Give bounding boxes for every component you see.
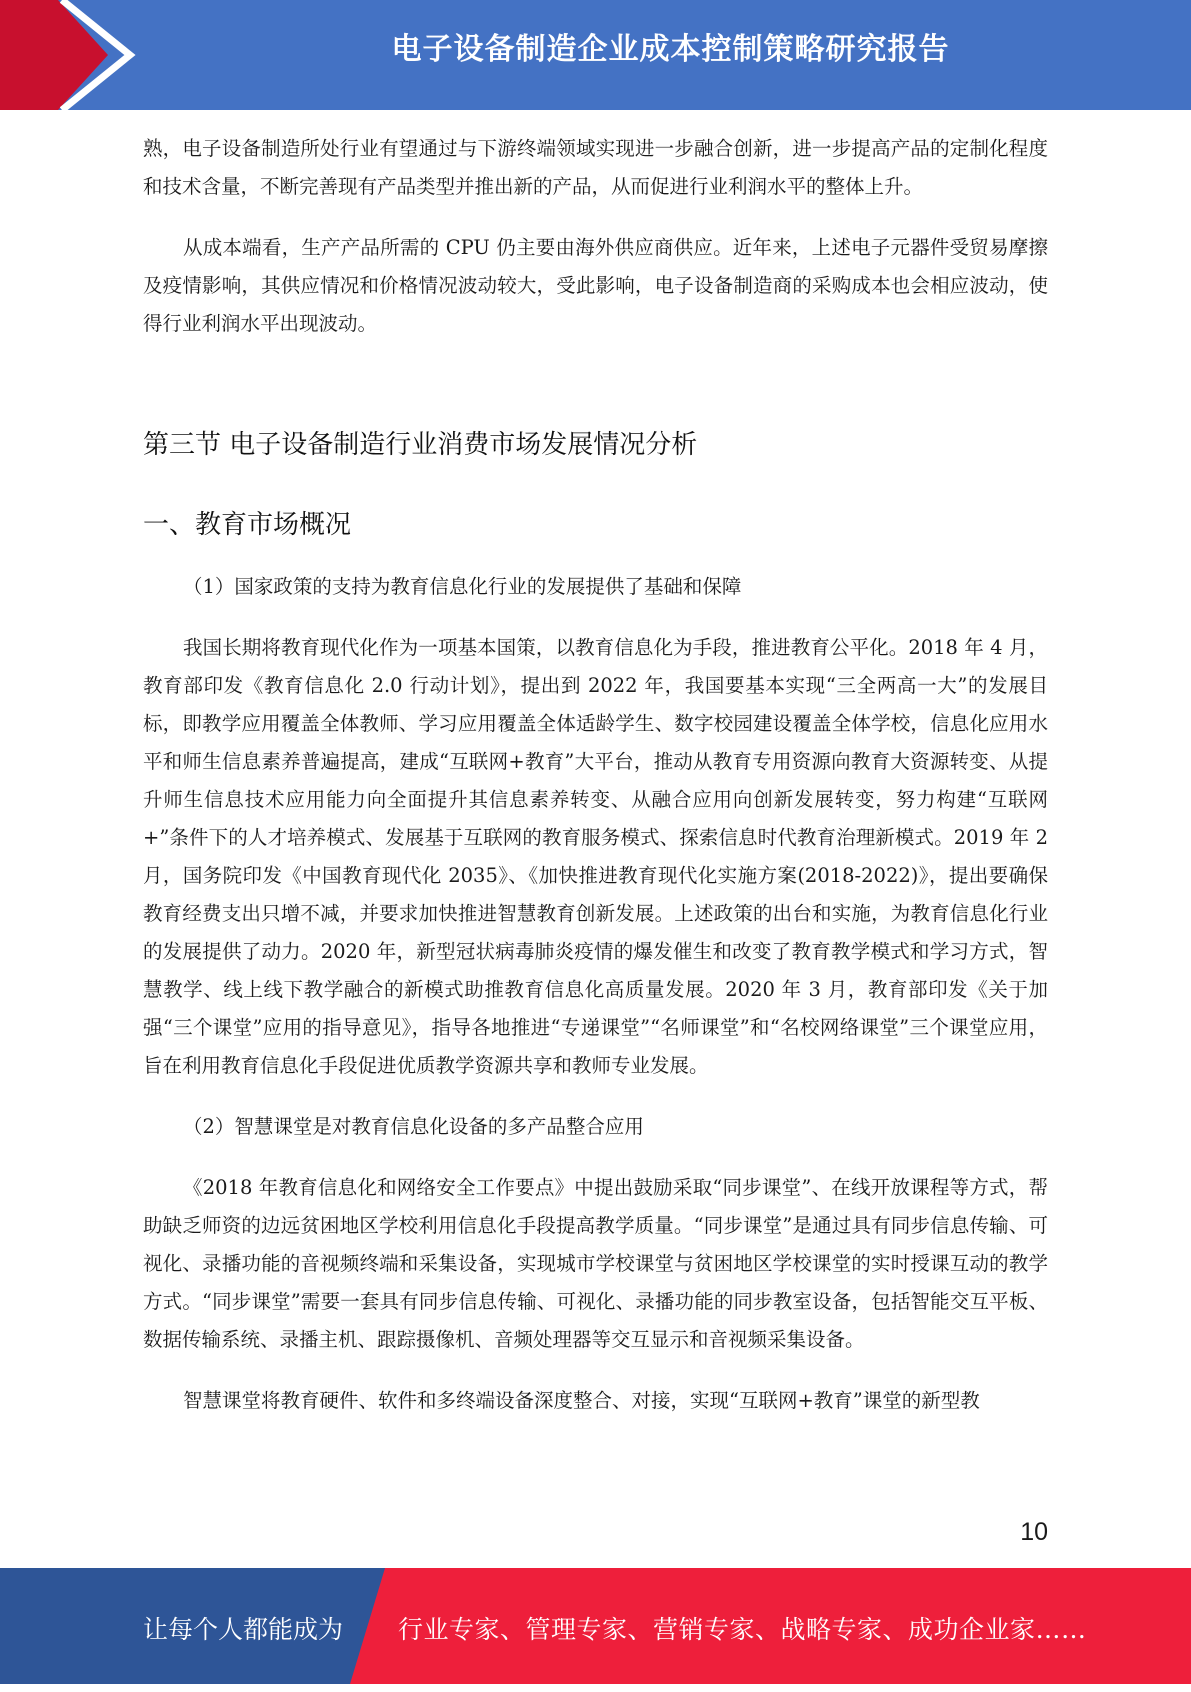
footer-slogan-left: 让每个人都能成为 (143, 1615, 344, 1644)
page-header (0, 0, 1191, 110)
page-number: 10 (1020, 1518, 1048, 1546)
paragraph-sync-classroom: 《2018 年教育信息化和网络安全工作要点》中提出鼓励采取“同步课堂”、在线开放课程等方式，帮助缺乏师资的边远贫困地区学校利用信息化手段提高教学质量。“同步课堂”是通过具有同步信息传输、可视化、录播功能的音视频终端和采集设备，实现城市学校课堂与贫困地区学校课堂的实时授课互动的教学方式。“同步课堂”需要一套具有同步信息传输、可视化、录播功能的同步教室设备，包括智能交互平板、数据传输系统、录播主机、跟踪摄像机、音频处理器等交互显示和音视频采集设备。 (143, 1176, 1048, 1351)
footer-slogan-right: 行业专家、管理专家、营销专家、战略专家、成功企业家…… (398, 1615, 1087, 1644)
report-title: 电子设备制造企业成本控制策略研究报告 (391, 32, 950, 67)
point-heading-1: （1）国家政策的支持为教育信息化行业的发展提供了基础和保障 (183, 575, 742, 598)
page-content (143, 130, 1048, 1420)
point-heading-2: （2）智慧课堂是对教育信息化设备的多产品整合应用 (183, 1115, 644, 1138)
paragraph-smart-classroom: 智慧课堂将教育硬件、软件和多终端设备深度整合、对接，实现“互联网+教育”课堂的新型教 (183, 1389, 980, 1412)
section-heading: 第三节 电子设备制造行业消费市场发展情况分析 (143, 430, 698, 460)
page-footer (0, 1568, 1191, 1684)
paragraph-continuation: 熟，电子设备制造所处行业有望通过与下游终端领域实现进一步融合创新，进一步提高产品的定制化程度和技术含量，不断完善现有产品类型并推出新的产品，从而促进行业利润水平的整体上升。 (143, 137, 1048, 198)
header-arrow-decoration (0, 0, 160, 110)
paragraph-cost: 从成本端看，生产产品所需的 CPU 仍主要由海外供应商供应。近年来，上述电子元器件受贸易摩擦及疫情影响，其供应情况和价格情况波动较大，受此影响，电子设备制造商的采购成本也会相应波动，使得行业利润水平出现波动。 (143, 236, 1048, 335)
subsection-heading: 一、教育市场概况 (143, 510, 352, 540)
paragraph-policy: 我国长期将教育现代化作为一项基本国策，以教育信息化为手段，推进教育公平化。2018 年 4 月，教育部印发《教育信息化 2.0 行动计划》，提出到 2022 年，我国要基本实现“三全两高一大”的发展目标，即教学应用覆盖全体教师、学习应用覆盖全体适龄学生、数字校园建设覆盖全体学校，信息化应用水平和师生信息素养普遍提高，建成“互联网+教育”大平台，推动从教育专用资源向教育大资源转变、从提升师生信息技术应用能力向全面提升其信息素养转变、从融合应用向创新发展转变，努力构建“互联网+”条件下的人才培养模式、发展基于互联网的教育服务模式、探索信息时代教育治理新模式。2019 年 2 月，国务院印发《中国教育现代化 2035》、《加快推进教育现代化实施方案(2018-2022)》，提出要确保教育经费支出只增不减，并要求加快推进智慧教育创新发展。上述政策的出台和实施，为教育信息化行业的发展提供了动力。2020 年，新型冠状病毒肺炎疫情的爆发催生和改变了教育教学模式和学习方式，智慧教学、线上线下教学融合的新模式助推教育信息化高质量发展。2020 年 3 月，教育部印发《关于加强“三个课堂”应用的指导意见》，指导各地推进“专递课堂”“名师课堂”和“名校网络课堂”三个课堂应用，旨在利用教育信息化手段促进优质教学资源共享和教师专业发展。 (143, 636, 1048, 1077)
